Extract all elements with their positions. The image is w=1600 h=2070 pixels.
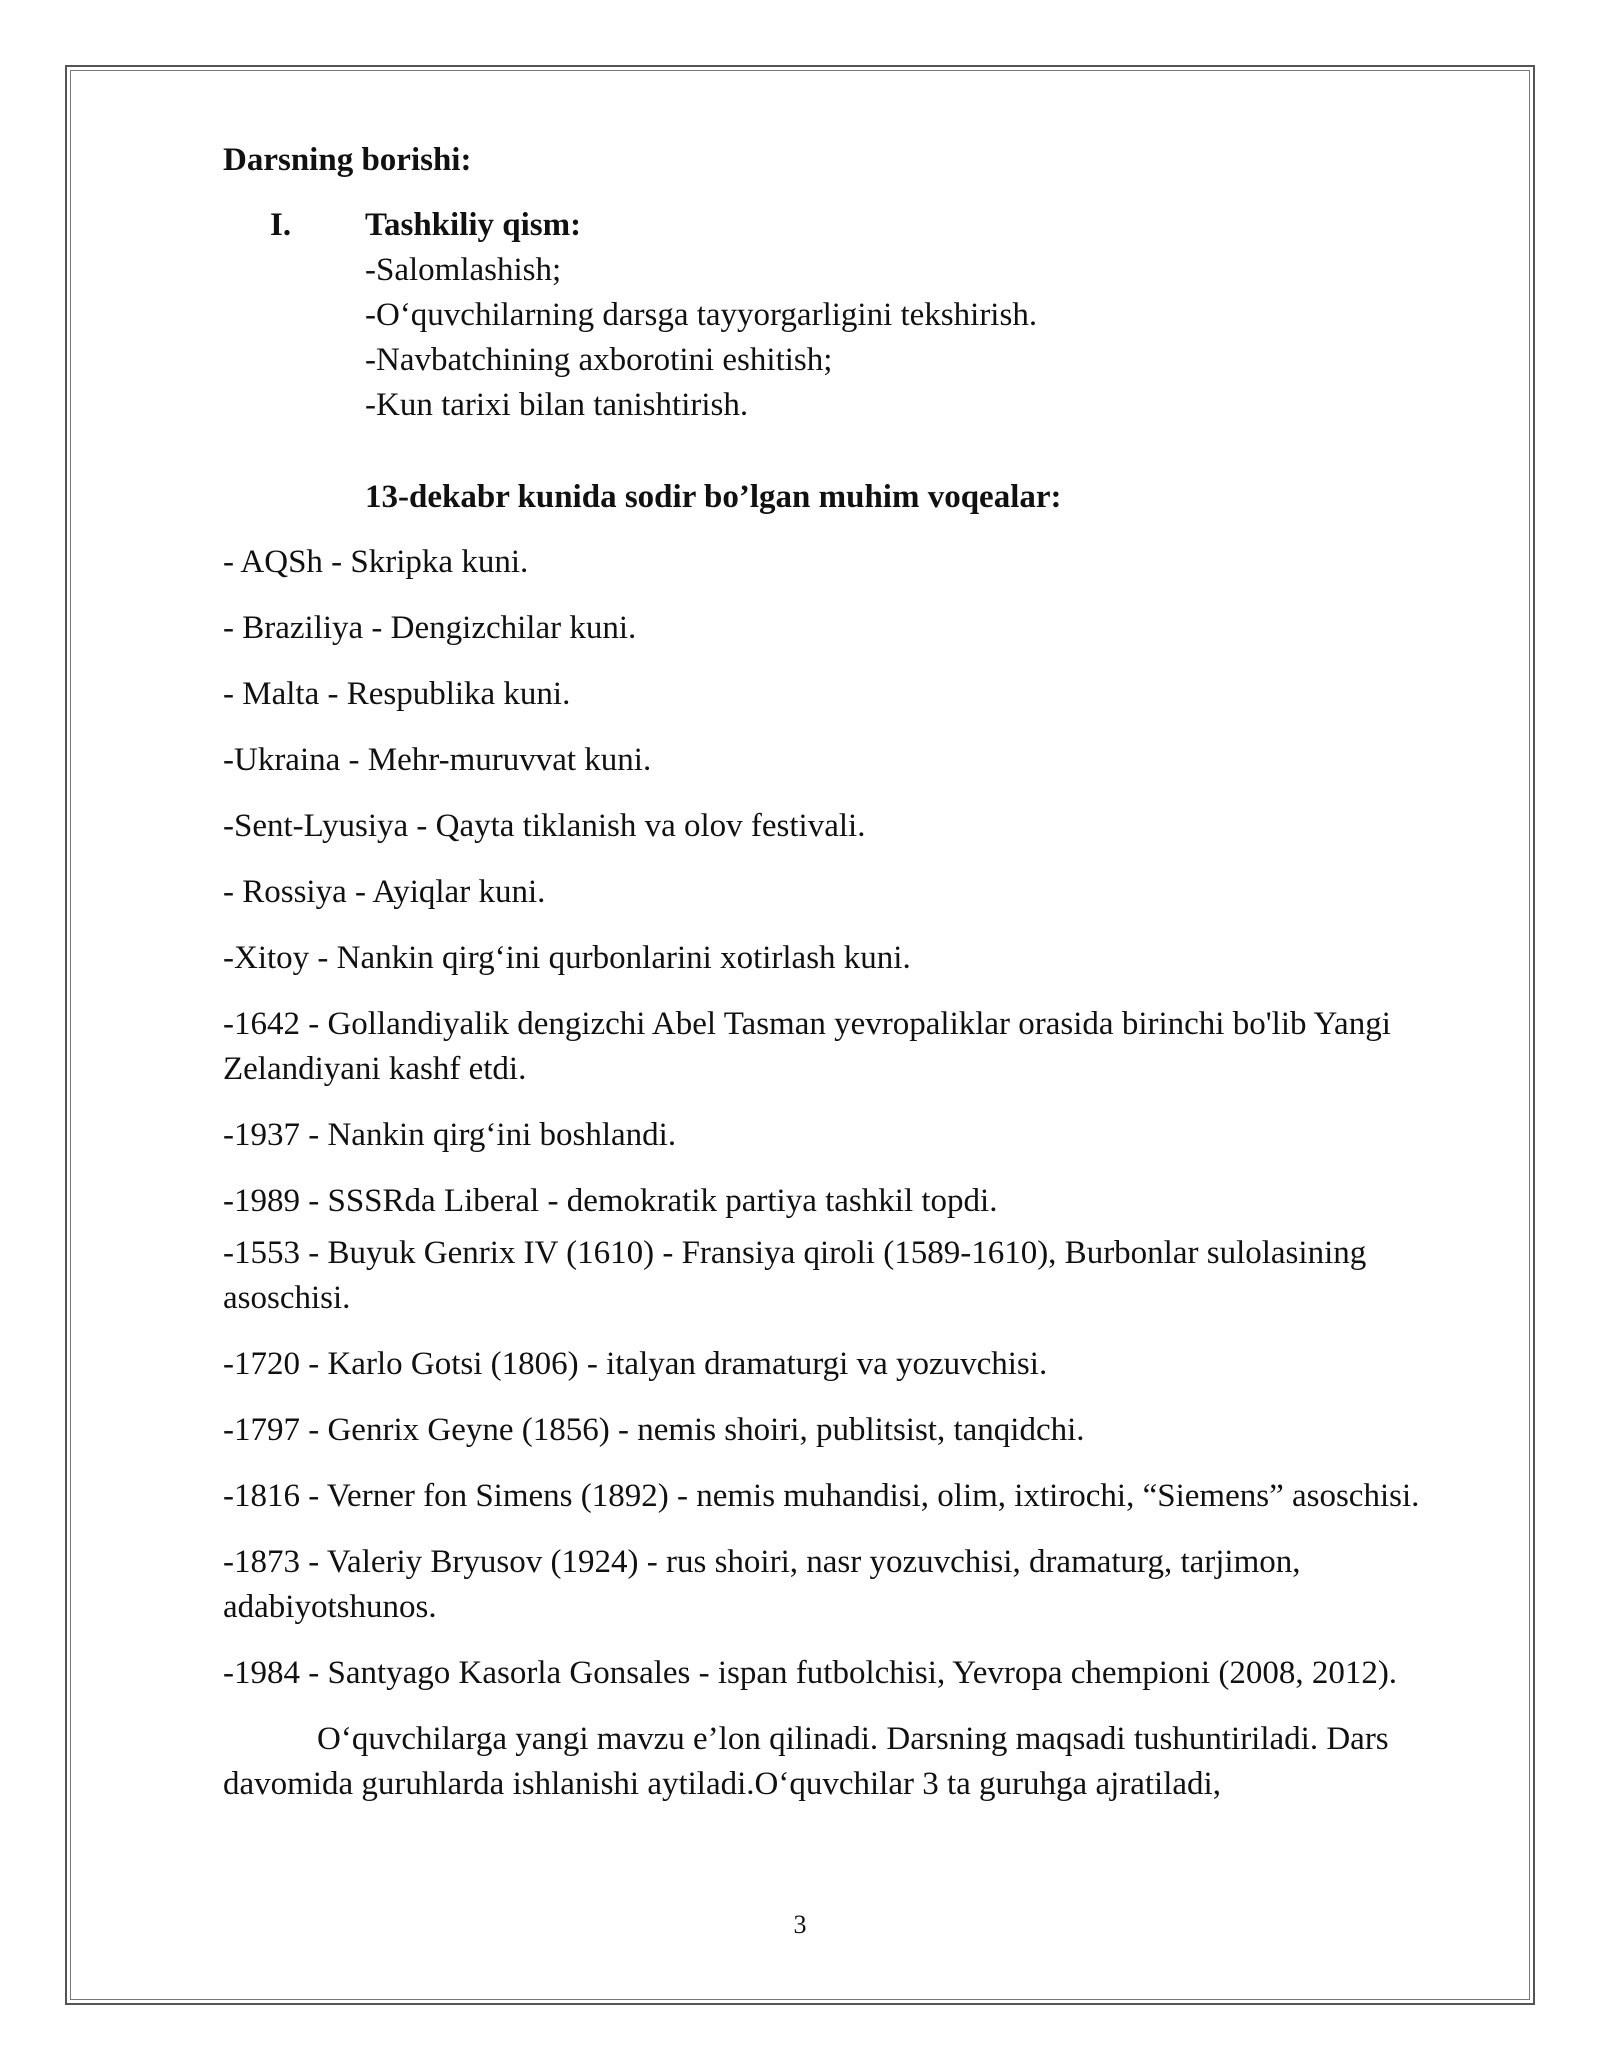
- event-item: -Ukraina - Mehr-muruvvat kuni.: [223, 742, 652, 778]
- events-title: 13-dekabr kunida sodir bo’lgan muhim voqealar:: [365, 479, 1062, 515]
- event-item: - Rossiya - Ayiqlar kuni.: [223, 874, 546, 910]
- section-item: -O‘quvchilarning darsga tayyorgarligini tekshirish.: [365, 297, 1038, 333]
- section-content: [365, 203, 1433, 428]
- event-item: -1937 - Nankin qirg‘ini boshlandi.: [223, 1117, 677, 1153]
- event-item: -1720 - Karlo Gotsi (1806) - italyan dramaturgi va yozuvchisi.: [223, 1346, 1048, 1382]
- event-item: -1816 - Verner fon Simens (1892) - nemis muhandisi, olim, ixtirochi, “Siemens” asoschisi.: [223, 1478, 1420, 1514]
- section-item: -Navbatchining axborotini eshitish;: [365, 342, 833, 378]
- section-organizational: [223, 203, 1433, 428]
- event-item: -1873 - Valeriy Bryusov (1924) - rus shoiri, nasr yozuvchisi, dramaturg, tarjimon, adabiyotshunos.: [223, 1544, 1301, 1625]
- event-item: - Malta - Respublika kuni.: [223, 676, 571, 712]
- event-item: -1797 - Genrix Geyne (1856) - nemis shoiri, publitsist, tanqidchi.: [223, 1412, 1085, 1448]
- page-number: 3: [793, 1910, 807, 1939]
- section-item: -Kun tarixi bilan tanishtirish.: [365, 387, 749, 423]
- event-item: -Xitoy - Nankin qirg‘ini qurbonlarini xotirlash kuni.: [223, 940, 911, 976]
- event-item: - Braziliya - Dengizchilar kuni.: [223, 610, 637, 646]
- event-item: -1553 - Buyuk Genrix IV (1610) - Fransiya qiroli (1589-1610), Burbonlar sulolasining asoschisi.: [223, 1235, 1367, 1316]
- event-item: -1642 - Gollandiyalik dengizchi Abel Tasman yevropaliklar orasida birinchi bo'lib Yangi Zelandiyani kashf etdi.: [223, 1006, 1391, 1087]
- event-item: -Sent-Lyusiya - Qayta tiklanish va olov festivali.: [223, 808, 866, 844]
- event-item: -1984 - Santyago Kasorla Gonsales - ispan futbolchisi, Yevropa chempioni (2008, 2012).: [223, 1655, 1398, 1691]
- document-body: [223, 138, 1433, 1807]
- closing-paragraph: O‘quvchilarga yangi mavzu e’lon qilinadi. Darsning maqsadi tushuntiriladi. Dars davomida guruhlarda ishlanishi aytiladi.O‘quvchilar 3 ta guruhga ajratiladi,: [223, 1721, 1389, 1802]
- event-item: - AQSh - Skripka kuni.: [223, 544, 529, 580]
- event-item: -1989 - SSSRda Liberal - demokratik partiya tashkil topdi.: [223, 1183, 998, 1219]
- section-number: I.: [270, 207, 292, 243]
- section-title: Tashkiliy qism:: [365, 207, 582, 243]
- section-item: -Salomlashish;: [365, 252, 562, 288]
- lesson-heading: Darsning borishi:: [223, 142, 472, 178]
